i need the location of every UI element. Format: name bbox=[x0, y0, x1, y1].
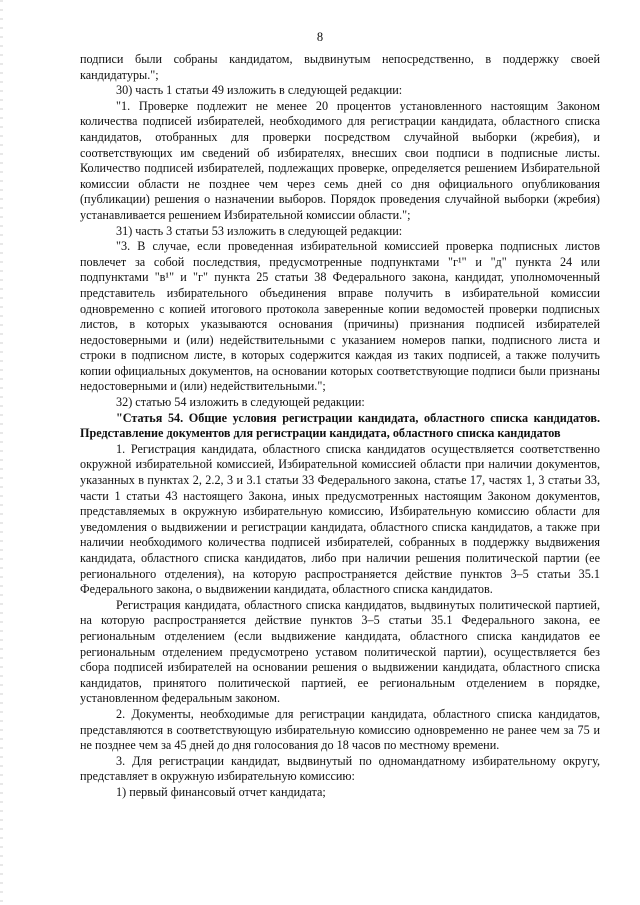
paragraph: 30) часть 1 статьи 49 изложить в следующей редакции: bbox=[116, 83, 403, 98]
paragraph: подписи были собраны кандидатом, выдвинутым непосредственно, в поддержку своей кандидатуры."; bbox=[80, 52, 600, 82]
scan-edge-artifact bbox=[0, 0, 3, 905]
paragraph: "1. Проверке подлежит не менее 20 процентов установленного настоящим Законом количества подписей избирателей, необходимого для регистрации кандидата, областного списка кандидатов, отобранных для проверки посредством случайной выборки (жребия), и соответствующих им сведений об избирателях, внесших свои подписи в подписные листы. Количество подписей избирателей, подлежащих проверке, определяется решением Избирательной комиссии области не позднее чем через семь дней со дня официального опубликования (публикации) решения о назначении выборов. Порядок проведения случайной выборки (жребия) устанавливается решением Избирательной комиссии области."; bbox=[80, 98, 600, 222]
paragraph: 1) первый финансовый отчет кандидата; bbox=[116, 784, 326, 799]
paragraph: 1. Регистрация кандидата, областного списка кандидатов осуществляется соответственно окружной избирательной комиссией, Избирательной комиссией области при наличии документов, указанных в пунктах 2, 2.2, 3 и 3.1 статьи 33 Федерального закона, статье 17, частях 1, 3 статьи 33, части 1 статьи 43 настоящего Закона, иных предусмотренных настоящим Законом документов, представляемых в окружную избирательную комиссию, Избирательную комиссию области для уведомления о выдвижении и регистрации кандидата, областного списка кандидатов, а также при наличии необходимого количества подписей избирателей, собранных в поддержку выдвижения кандидата, областного списка кандидатов, либо при наличии решения политической партии (ее регионального отделения), на которую распространяется действие пунктов 3–5 статьи 35.1 Федерального закона, о выдвижении кандидата, областного списка кандидатов. bbox=[80, 441, 600, 597]
document-body bbox=[80, 52, 600, 801]
paragraph: 2. Документы, необходимые для регистрации кандидата, областного списка кандидатов, представляются в соответствующую избирательную комиссию одновременно не ранее чем за 75 и не позднее чем за 45 дней до дня голосования до 18 часов по местному времени. bbox=[80, 706, 600, 753]
paragraph: 32) статью 54 изложить в следующей редакции: bbox=[116, 395, 365, 410]
paragraph: Регистрация кандидата, областного списка кандидатов, выдвинутых политической партией, на которую распространяется действие пунктов 3–5 статьи 35.1 Федерального закона, ее региональным отделением (если выдвижение кандидата, областного списка кандидатов ее региональным отделением предусмотрено уставом политической партии), осуществляется без сбора подписей избирателей на основании решения о выдвижении кандидата, областного списка кандидатов, принятого политической партией, ее региональным отделением в порядке, установленном федеральным законом. bbox=[80, 597, 600, 706]
paragraph: 31) часть 3 статьи 53 изложить в следующей редакции: bbox=[116, 223, 403, 238]
paragraph: 3. Для регистрации кандидат, выдвинутый по одномандатному избирательному округу, представляет в окружную избирательную комиссию: bbox=[80, 753, 600, 784]
paragraph: "3. В случае, если проведенная избирательной комиссией проверка подписных листов повлечет за собой последствия, предусмотренные подпунктами "г¹" и "д" пункта 24 или подпунктами "в¹" и "г" пункта 25 статьи 38 Федерального закона, кандидат, уполномоченный представитель избирательного объединения вправе получить в избирательной комиссии одновременно с копией итогового протокола заверенные копии ведомостей проверки подписных листов, в которых указываются основания (причины) признания подписей избирателей недостоверными и (или) недействительными с указанием номеров папки, подписного листа и строки в подписном листе, в которых содержится каждая из таких подписей, а также получить копии официальных документов, на основании которых соответствующие подписи были признаны недостоверными и (или) недействительными."; bbox=[80, 239, 600, 394]
page-number: 8 bbox=[316, 30, 324, 44]
article-heading: "Статья 54. Общие условия регистрации кандидата, областного списка кандидатов. Представление документов для регистрации кандидата, областного списка кандидатов bbox=[80, 410, 600, 441]
